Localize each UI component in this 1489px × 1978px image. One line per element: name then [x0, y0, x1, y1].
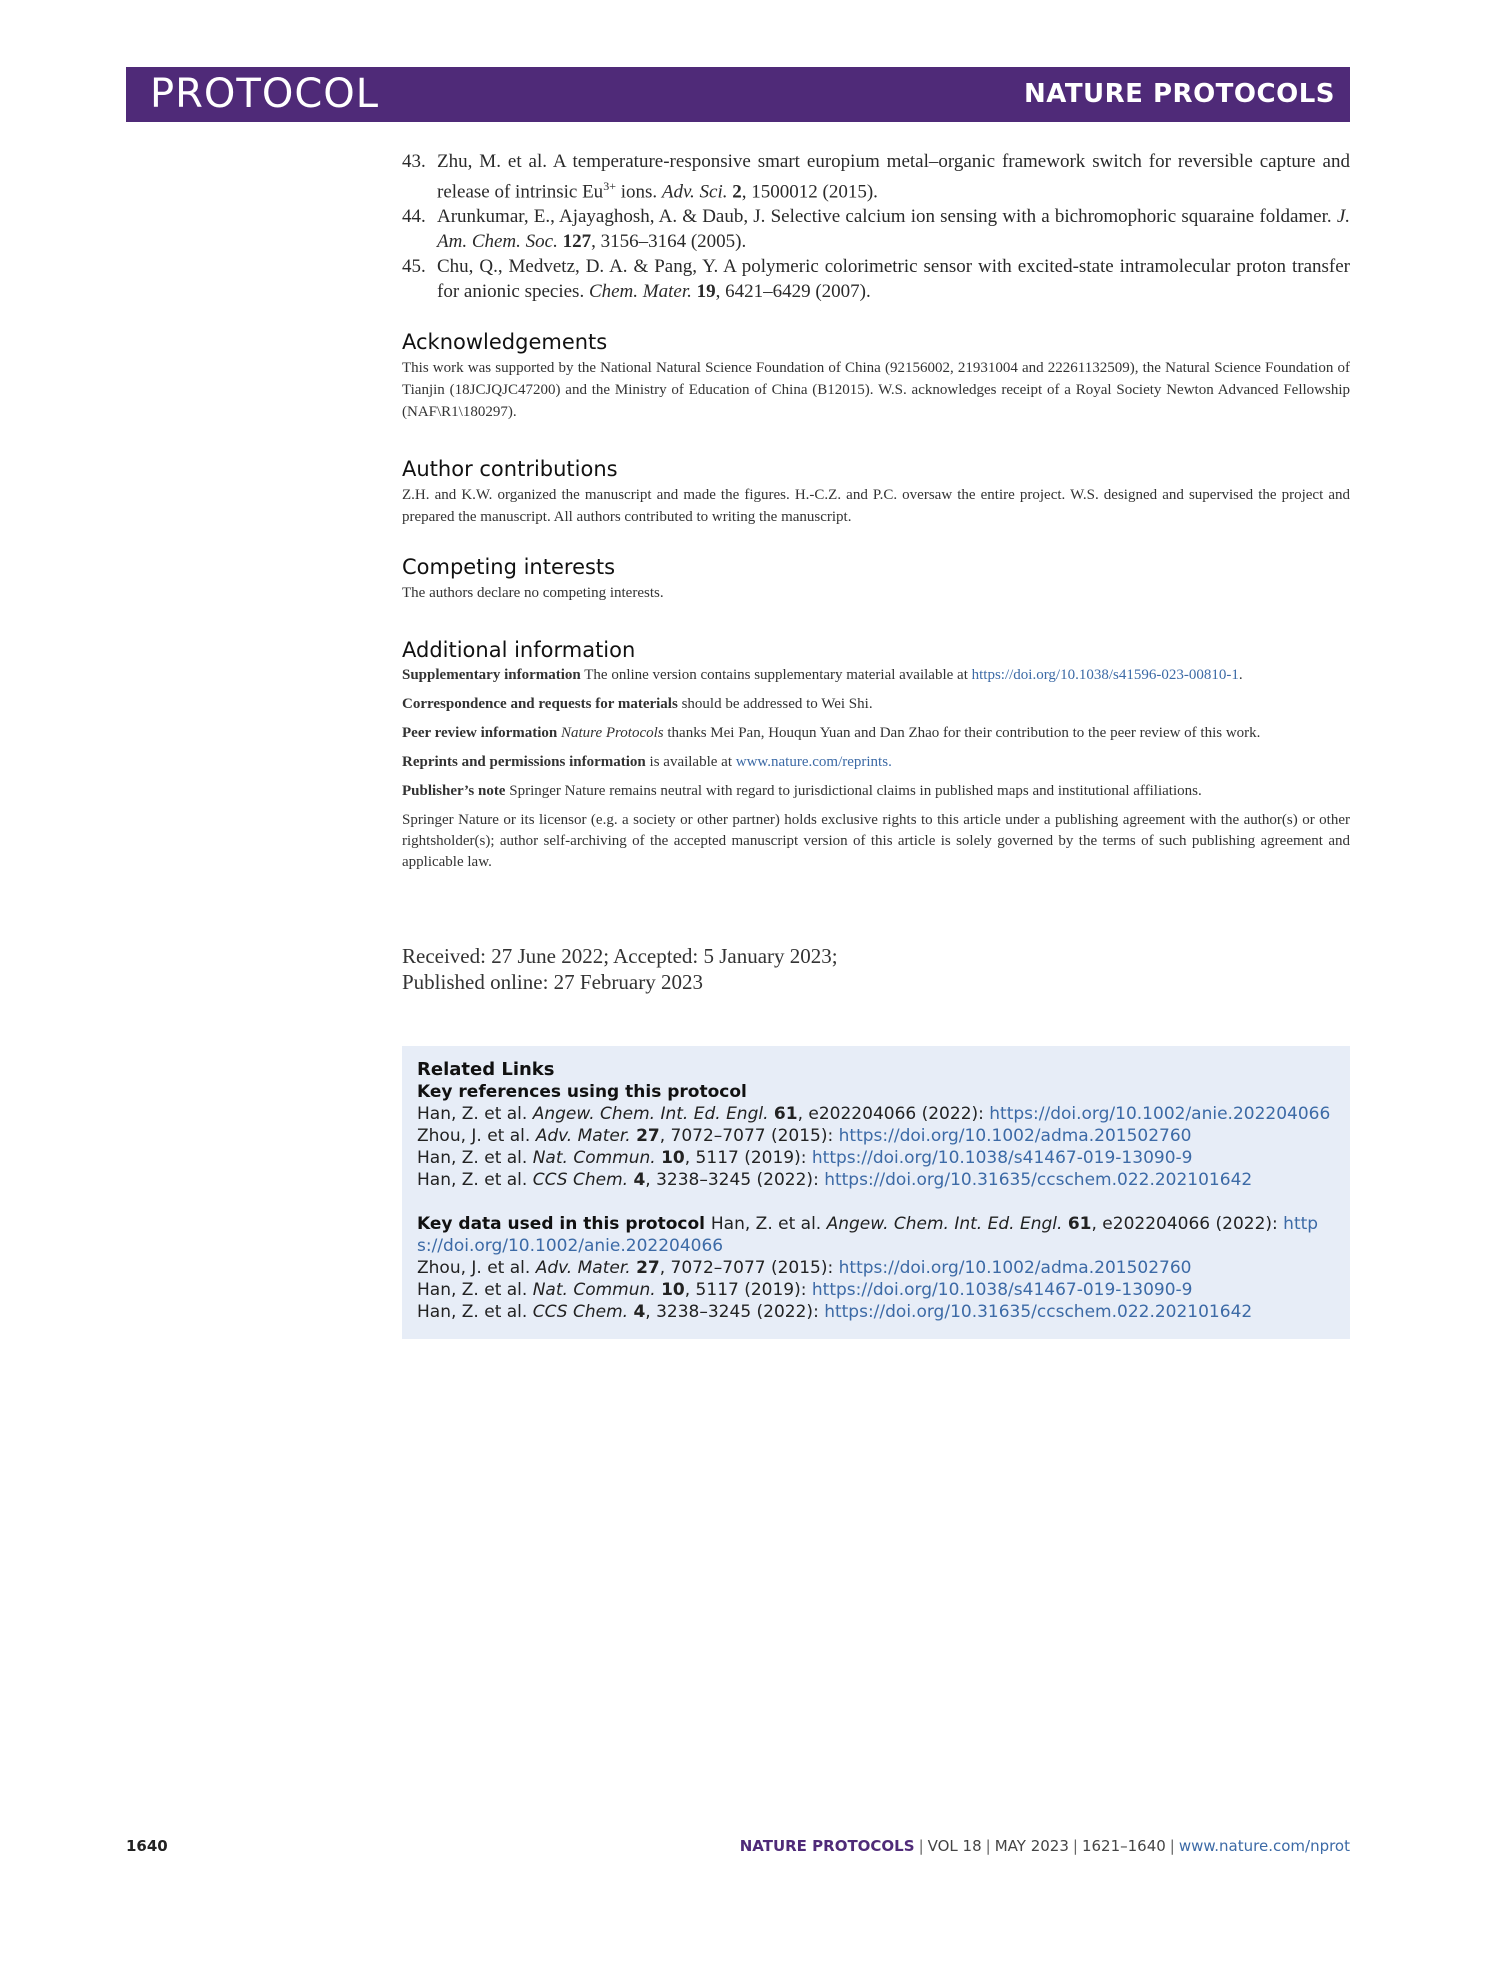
page-footer: [126, 1837, 1350, 1861]
related-reference: Han, Z. et al. Nat. Commun. 10, 5117 (2019): https://doi.org/10.1038/s41467-019-13090-9: [417, 1148, 1193, 1168]
reference-number: 43.: [402, 151, 426, 172]
doi-link[interactable]: https://doi.org/10.1038/s41467-019-13090-9: [811, 1148, 1193, 1168]
section-label: PROTOCOL: [150, 71, 380, 117]
competing-interests-heading: Competing interests: [402, 555, 616, 579]
reference-item: [402, 254, 1350, 304]
additional-information-heading: Additional information: [402, 638, 636, 662]
competing-interests-section: [402, 555, 1350, 604]
supplementary-information: Supplementary information The online version contains supplementary material available at https://doi.org/10.1038/s41596-023-00810-1.: [402, 667, 1243, 683]
competing-interests-text: The authors declare no competing interests.: [402, 585, 664, 601]
related-reference: Key data used in this protocol Han, Z. et al. Angew. Chem. Int. Ed. Engl. 61, e202204066 (2022): https://doi.org/10.1002/anie.202204066: [417, 1214, 1319, 1256]
doi-link[interactable]: https://doi.org/10.31635/ccschem.022.202101642: [824, 1302, 1253, 1322]
reference-item: [402, 204, 1350, 254]
reference-text: Chu, Q., Medvetz, D. A. & Pang, Y. A polymeric colorimetric sensor with excited-state intramolecular proton transfer for anionic species. Chem. Mater. 19, 6421–6429 (2007).: [437, 256, 1350, 303]
acknowledgements-section: [402, 330, 1350, 423]
received-accepted-date: Received: 27 June 2022; Accepted: 5 January 2023;: [402, 944, 838, 968]
related-reference: Zhou, J. et al. Adv. Mater. 27, 7072–7077 (2015): https://doi.org/10.1002/adma.201502760: [417, 1258, 1192, 1278]
journal-url-link[interactable]: www.nature.com/nprot: [1178, 1837, 1350, 1855]
acknowledgements-heading: Acknowledgements: [402, 330, 608, 354]
journal-name: NATURE PROTOCOLS: [1023, 79, 1335, 109]
reference-list: [402, 149, 1350, 304]
key-references-heading: Key references using this protocol: [417, 1082, 747, 1102]
related-reference: Han, Z. et al. Angew. Chem. Int. Ed. Engl. 61, e202204066 (2022): https://doi.org/10.1002/anie.202204066: [417, 1104, 1331, 1124]
related-links-title: Related Links: [417, 1059, 555, 1080]
doi-link[interactable]: https://doi.org/10.1002/adma.201502760: [838, 1126, 1192, 1146]
reference-text: Zhu, M. et al. A temperature-responsive smart europium metal–organic framework switch for reversible capture and release of intrinsic $Eu^{3+}$ ions. Adv. Sci. 2, 1500012 (2015).: [437, 151, 1350, 203]
supplementary-link[interactable]: https://doi.org/10.1038/s41596-023-00810-1: [971, 667, 1239, 683]
publication-dates: [402, 943, 1350, 995]
additional-information-section: [402, 638, 1350, 881]
related-reference: Han, Z. et al. Nat. Commun. 10, 5117 (2019): https://doi.org/10.1038/s41467-019-13090-9: [417, 1280, 1193, 1300]
reprints-information: Reprints and permissions information is available at www.nature.com/reprints.: [402, 754, 892, 770]
doi-link[interactable]: https://doi.org/10.1038/s41467-019-13090-9: [811, 1280, 1193, 1300]
reference-number: 44.: [402, 206, 426, 228]
reference-number: 45.: [402, 256, 426, 278]
page-header: [126, 67, 1350, 122]
page-number: 1640: [126, 1837, 168, 1855]
acknowledgements-text: This work was supported by the National Natural Science Foundation of China (92156002, 21931004 and 22261132509), the Natural Science Foundation of Tianjin (18JCJQJC47200) and the Ministry of Education of China (B12015). W.S. acknowledges receipt of a Royal Society Newton Advanced Fellowship (NAF\R1\180297).: [402, 360, 1350, 420]
related-reference: Zhou, J. et al. Adv. Mater. 27, 7072–7077 (2015): https://doi.org/10.1002/adma.201502760: [417, 1126, 1192, 1146]
doi-link[interactable]: https://doi.org/10.1002/anie.202204066: [417, 1214, 1319, 1256]
rights-statement: Springer Nature or its licensor (e.g. a society or other partner) holds exclusive rights to this article under a publishing agreement with the author(s) or other rightsholder(s); author self-archiving of the accepted manuscript version of this article is solely governed by the terms of such publishing agreement and applicable law.: [402, 812, 1350, 870]
reference-item: [402, 149, 1350, 204]
doi-link[interactable]: https://doi.org/10.1002/adma.201502760: [838, 1258, 1192, 1278]
reprints-link[interactable]: www.nature.com/reprints.: [735, 754, 892, 770]
key-data-heading: Key data used in this protocol: [417, 1214, 711, 1234]
published-online-date: Published online: 27 February 2023: [402, 970, 703, 994]
reference-text: Arunkumar, E., Ajayaghosh, A. & Daub, J. Selective calcium ion sensing with a bichromophoric squaraine foldamer. J. Am. Chem. Soc. 127, 3156–3164 (2005).: [437, 206, 1350, 253]
related-reference: Han, Z. et al. CCS Chem. 4, 3238–3245 (2022): https://doi.org/10.31635/ccschem.022.202101642: [417, 1302, 1253, 1322]
doi-link[interactable]: https://doi.org/10.1002/anie.202204066: [989, 1104, 1331, 1124]
author-contributions-section: [402, 457, 1350, 528]
footer-citation: NATURE PROTOCOLS | VOL 18 | MAY 2023 | 1621–1640 | www.nature.com/nprot: [739, 1837, 1350, 1855]
publishers-note: Publisher’s note Springer Nature remains neutral with regard to jurisdictional claims in published maps and institutional affiliations.: [402, 783, 1202, 799]
author-contributions-heading: Author contributions: [402, 457, 618, 481]
correspondence: Correspondence and requests for materials should be addressed to Wei Shi.: [402, 696, 873, 712]
peer-review-information: Peer review information Nature Protocols thanks Mei Pan, Houqun Yuan and Dan Zhao for their contribution to the peer review of this work.: [402, 725, 1261, 741]
author-contributions-text: Z.H. and K.W. organized the manuscript and made the figures. H.-C.Z. and P.C. oversaw the entire project. W.S. designed and supervised the project and prepared the manuscript. All authors contributed to writing the manuscript.: [402, 487, 1350, 525]
related-links-box: [402, 1046, 1350, 1339]
related-reference: Han, Z. et al. CCS Chem. 4, 3238–3245 (2022): https://doi.org/10.31635/ccschem.022.202101642: [417, 1170, 1253, 1190]
doi-link[interactable]: https://doi.org/10.31635/ccschem.022.202101642: [824, 1170, 1253, 1190]
